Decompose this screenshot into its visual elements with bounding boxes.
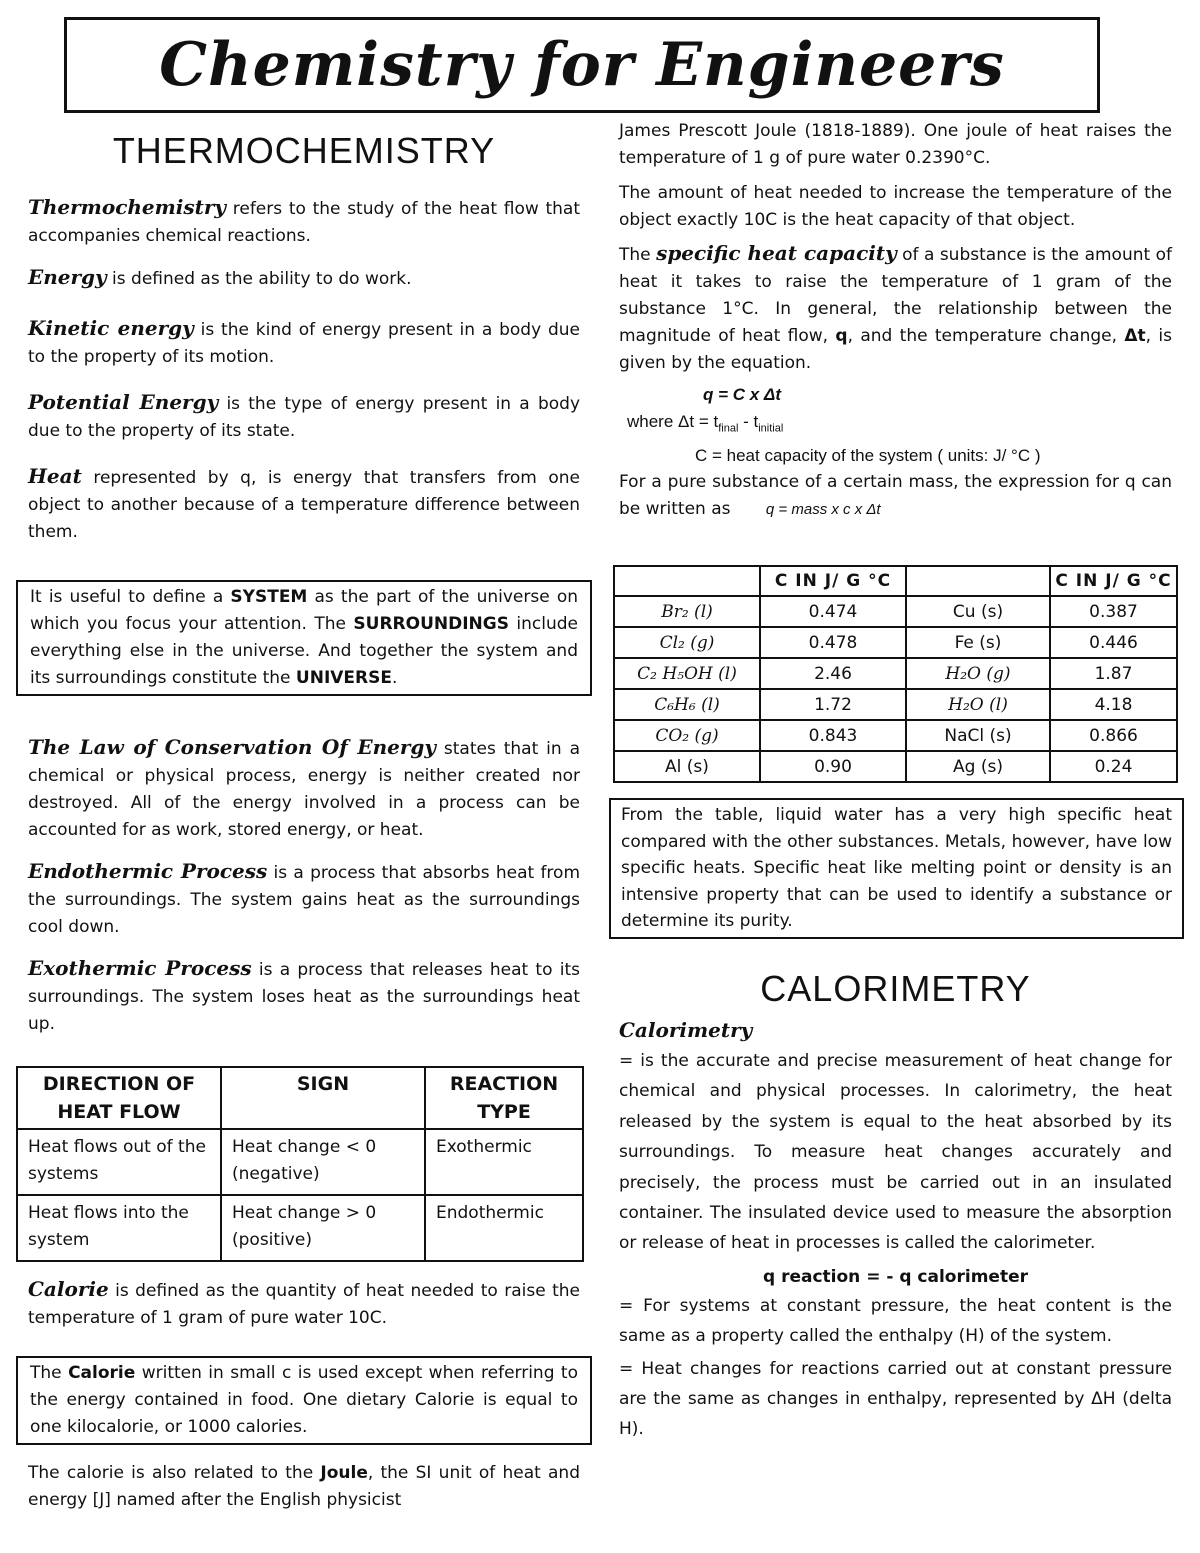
table-cell: Heat flows into the system — [17, 1195, 221, 1261]
text: The — [30, 1363, 69, 1383]
text: The calorie is also related to the — [28, 1463, 321, 1483]
para-calorimetry: = is the accurate and precise measurement of heat change for chemical and physical processes. In calorimetry, the heat released by the system is equal to the heat absorbed by its surroundings. To measure heat changes accurately and precisely, the process must be carried out in an insulated container. The insulated device used to measure the absorption or release of heat in processes is called the calorimeter. — [619, 1051, 1172, 1254]
subscript: final — [718, 422, 739, 435]
universe-word: UNIVERSE — [295, 668, 392, 688]
q-symbol: q — [835, 326, 848, 346]
table-cell: H₂O (l) — [906, 689, 1050, 720]
left-column-4 — [28, 1460, 580, 1528]
equation-delta-t — [619, 408, 1172, 442]
left-column-3 — [28, 1276, 580, 1346]
calorie-box — [16, 1356, 592, 1445]
table-header: SIGN — [221, 1067, 425, 1129]
table-row — [17, 1129, 583, 1195]
equation-text: q = mass x c x Δt — [765, 501, 881, 519]
table-row — [17, 1195, 583, 1261]
para-joule-cont: James Prescott Joule (1818-1889). One joule of heat raises the temperature of 1 g of pure water 0.2390°C. — [619, 121, 1172, 168]
text: , is given by the equation. — [619, 326, 1172, 373]
text: refers to the study of the heat flow that accompanies chemical reactions. — [28, 199, 580, 246]
table-cell: Al (s) — [614, 751, 760, 782]
system-word: SYSTEM — [230, 587, 308, 607]
table-row — [614, 689, 1177, 720]
text: of a substance is the amount of heat it takes to raise the temperature of 1 gram of the substance 1°C. In general, the relationship between the magnitude of heat flow, — [619, 245, 1172, 346]
table-cell: Cl₂ (g) — [614, 627, 760, 658]
para-pure-substance — [619, 469, 1172, 523]
table-row — [614, 596, 1177, 627]
table-cell: Ag (s) — [906, 751, 1050, 782]
table-row — [614, 658, 1177, 689]
text: written in small c is used except when referring to the energy contained in food. One dietary Calorie is equal to one kilocalorie, or 1000 calories. — [30, 1363, 578, 1437]
surroundings-word: SURROUNDINGS — [353, 614, 509, 634]
text: is defined as the quantity of heat needed to raise the temperature of 1 gram of pure water 10C. — [28, 1281, 580, 1328]
table-header: C IN J/ G °C — [760, 566, 906, 596]
para-kinetic — [28, 315, 580, 371]
term: specific heat capacity — [656, 241, 897, 265]
term: Potential Energy — [28, 390, 219, 414]
para-heat-capacity: The amount of heat needed to increase the temperature of the object exactly 10C is the heat capacity of that object. — [619, 183, 1172, 230]
table-cell: Fe (s) — [906, 627, 1050, 658]
calorie-word: Calorie — [68, 1363, 136, 1383]
equation-q-reaction: q reaction = - q calorimeter — [763, 1266, 1028, 1287]
page-title: Chemistry for Engineers — [159, 30, 1005, 100]
table-cell: Cu (s) — [906, 596, 1050, 627]
term: Kinetic energy — [28, 316, 194, 340]
para-exothermic — [28, 955, 580, 1038]
specific-heat-table — [613, 565, 1178, 783]
para-energy — [28, 264, 580, 293]
text: include everything else in the universe. And together the system and its surroundings constitute the — [30, 614, 578, 688]
table-cell: 0.478 — [760, 627, 906, 658]
table-cell: 2.46 — [760, 658, 906, 689]
term: Heat — [28, 464, 82, 488]
system-box — [16, 580, 592, 696]
para-potential — [28, 389, 580, 445]
equation-text: - t — [738, 412, 759, 431]
text: , the SI unit of heat and energy [J] named after the English physicist — [28, 1463, 580, 1510]
table-cell: 0.843 — [760, 720, 906, 751]
term: Thermochemistry — [28, 195, 227, 219]
text: For a pure substance of a certain mass, the expression for q can be written as — [619, 472, 1172, 520]
text: is a process that absorbs heat from the surroundings. The system gains heat as the surroundings cool down. — [28, 863, 581, 937]
text: is the type of energy present in a body due to the property of its state. — [28, 394, 581, 441]
table-header-row — [17, 1067, 583, 1129]
table-row — [614, 627, 1177, 658]
section-title-thermochemistry: THERMOCHEMISTRY — [112, 130, 496, 171]
para-joule — [28, 1460, 580, 1514]
table-cell: 0.474 — [760, 596, 906, 627]
table-cell: Exothermic — [425, 1129, 583, 1195]
table-cell: 0.866 — [1050, 720, 1177, 751]
table-cell: Heat change > 0 (positive) — [221, 1195, 425, 1261]
equation-text: where Δt = t — [627, 412, 719, 431]
table-cell: Br₂ (l) — [614, 596, 760, 627]
table-header: REACTION TYPE — [425, 1067, 583, 1129]
left-column — [28, 122, 580, 560]
text: It is useful to define a — [30, 587, 231, 607]
text: is a process that releases heat to its surroundings. The system loses heat as the surroundings heat up. — [28, 960, 580, 1034]
table-cell: C₆H₆ (l) — [614, 689, 760, 720]
equation-text: C = heat capacity of the system ( units: J/ °C ) — [695, 446, 1041, 466]
table-cell: 0.90 — [760, 751, 906, 782]
term: The Law of Conservation Of Energy — [28, 735, 436, 759]
table-cell: 0.24 — [1050, 751, 1177, 782]
delta-t-symbol: Δt — [1124, 326, 1146, 346]
text: states that in a chemical or physical process, energy is neither created nor destroyed. All of the energy involved in a process can be accounted for as work, stored energy, or heat. — [28, 739, 580, 840]
para-calorie — [28, 1276, 580, 1332]
table-header: C IN J/ G °C — [1050, 566, 1177, 596]
equation-q — [619, 381, 1172, 408]
right-column-2 — [619, 962, 1172, 1459]
table-cell: C₂ H₅OH (l) — [614, 658, 760, 689]
table-header — [614, 566, 760, 596]
para-heat — [28, 463, 580, 546]
table-cell: NaCl (s) — [906, 720, 1050, 751]
para-thermochemistry — [28, 194, 580, 250]
equation-c — [619, 442, 1172, 469]
table-cell: 0.446 — [1050, 627, 1177, 658]
equation-text: q = C x Δt — [703, 385, 782, 404]
term: Energy — [28, 265, 107, 289]
table-cell: 1.72 — [760, 689, 906, 720]
table-cell: Endothermic — [425, 1195, 583, 1261]
subscript: initial — [758, 422, 784, 435]
term-calorimetry: Calorimetry — [619, 1018, 753, 1042]
left-column-2 — [28, 734, 580, 1052]
table-cell: 1.87 — [1050, 658, 1177, 689]
heat-flow-table — [16, 1066, 584, 1262]
table-cell: 4.18 — [1050, 689, 1177, 720]
section-title-calorimetry: CALORIMETRY — [760, 968, 1031, 1009]
table-note-box — [609, 798, 1184, 939]
text: . — [392, 668, 398, 688]
table-cell: CO₂ (g) — [614, 720, 760, 751]
term: Calorie — [28, 1277, 109, 1301]
table-row — [614, 751, 1177, 782]
right-column — [619, 118, 1172, 537]
table-header: DIRECTION OF HEAT FLOW — [17, 1067, 221, 1129]
para-specific-heat — [619, 240, 1172, 377]
para-endothermic — [28, 858, 580, 941]
text: as the part of the universe on which you focus your attention. The — [30, 587, 579, 634]
term: Endothermic Process — [28, 859, 268, 883]
term: Exothermic Process — [28, 956, 252, 980]
title-box — [64, 17, 1100, 113]
para-enthalpy-1: = For systems at constant pressure, the heat content is the same as a property called the enthalpy (H) of the system. — [619, 1295, 1172, 1347]
text: represented by q, is energy that transfers from one object to another because of a temperature difference between them. — [28, 468, 580, 542]
table-row — [614, 720, 1177, 751]
para-law — [28, 734, 580, 844]
table-header — [906, 566, 1050, 596]
text: is defined as the ability to do work. — [106, 269, 412, 289]
table-header-row — [614, 566, 1177, 596]
text: , and the temperature change, — [847, 326, 1125, 346]
text: The — [619, 245, 657, 265]
table-cell: Heat flows out of the systems — [17, 1129, 221, 1195]
table-cell: 0.387 — [1050, 596, 1177, 627]
para-enthalpy-2: = Heat changes for reactions carried out at constant pressure are the same as changes in enthalpy, represented by ΔH (delta H). — [619, 1358, 1172, 1440]
joule-word: Joule — [320, 1463, 368, 1483]
table-cell: Heat change < 0 (negative) — [221, 1129, 425, 1195]
table-note: From the table, liquid water has a very high specific heat compared with the other substances. Metals, however, have low specific heats. Specific heat like melting point or density is an intensive property that can be used to identify a substance or determine its purity. — [621, 805, 1172, 931]
text: is the kind of energy present in a body due to the property of its motion. — [28, 320, 581, 367]
table-cell: H₂O (g) — [906, 658, 1050, 689]
